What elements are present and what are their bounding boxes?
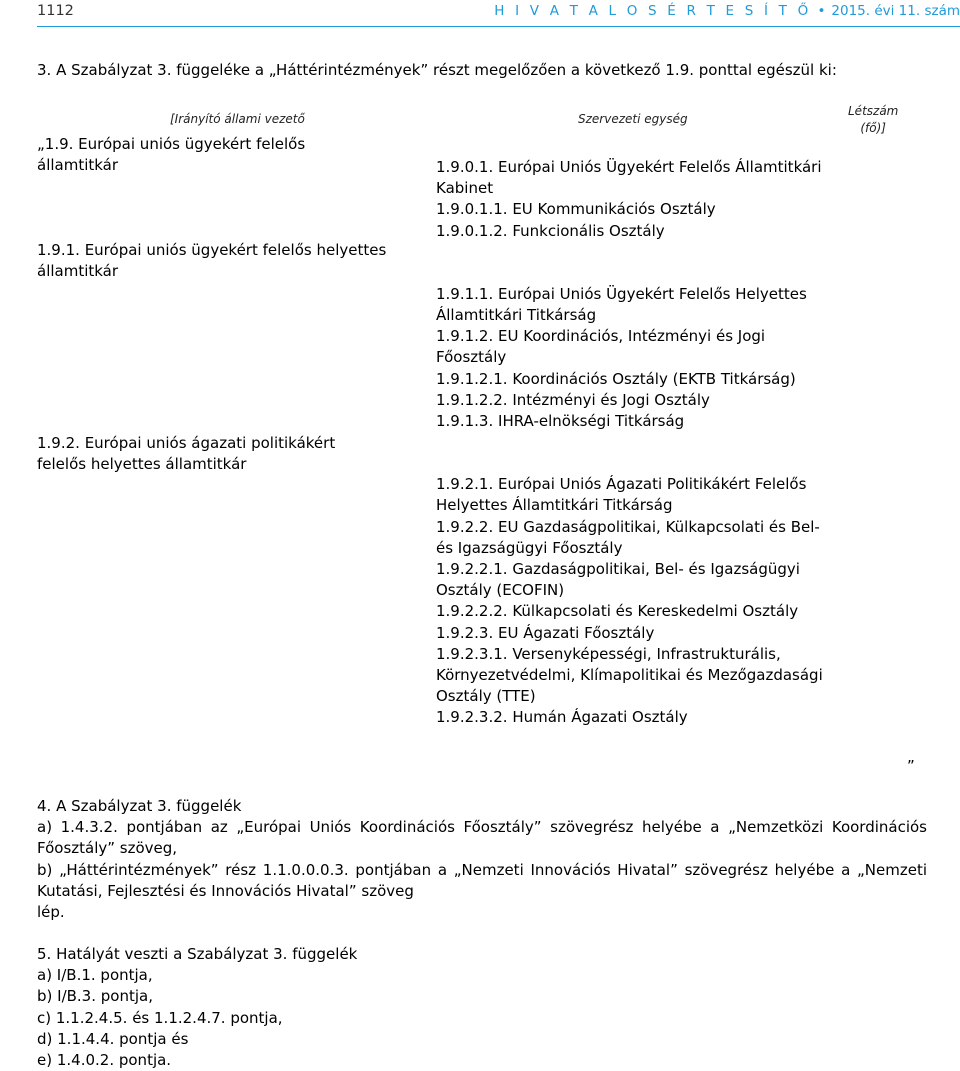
supervisor-entry: 1.9.2. Európai uniós ágazati politikákért felelős helyettes államtitkár — [37, 434, 336, 473]
unit-entry: 1.9.1.2.2. Intézményi és Jogi Osztály — [436, 390, 710, 409]
unit-entry: 1.9.0.1. Európai Uniós Ügyekért Felelős Államtitkári Kabinet — [436, 158, 822, 198]
section-4-heading: 4. A Szabályzat 3. függelék — [37, 797, 242, 815]
group-spacer — [436, 242, 836, 284]
running-header — [37, 0, 960, 27]
column-header-supervisor: [Irányító állami vezető — [170, 112, 305, 126]
group-spacer — [436, 432, 836, 474]
repeal-item: b) I/B.3. pontja, — [37, 987, 153, 1006]
unit-entry: 1.9.2.2.1. Gazdaságpolitikai, Bel- és Igazságügyi Osztály (ECOFIN) — [436, 560, 800, 600]
unit-group — [436, 157, 836, 242]
unit-entry: 1.9.0.1.2. Funkcionális Osztály — [436, 221, 665, 240]
headcount-unit: (fő)] — [860, 121, 886, 135]
column-header-unit: Szervezeti egység — [578, 112, 688, 126]
unit-entry: 1.9.2.3.2. Humán Ágazati Osztály — [436, 708, 688, 727]
issue-label: 2015. évi 11. szám — [831, 3, 960, 19]
unit-list — [436, 157, 836, 729]
unit-entry: 1.9.1.3. IHRA-elnökségi Titkárság — [436, 412, 685, 431]
column-header-headcount — [848, 103, 898, 137]
unit-entry: 1.9.0.1.1. EU Kommunikációs Osztály — [436, 200, 716, 219]
unit-group — [436, 474, 836, 728]
section-5-heading: 5. Hatályát veszti a Szabályzat 3. függelék — [37, 945, 358, 963]
page-number: 1112 — [37, 3, 74, 19]
header-separator: • — [817, 3, 826, 19]
supervisor-entry: 1.9.1. Európai uniós ügyekért felelős helyettes államtitkár — [37, 241, 387, 280]
publication-name: H I V A T A L O S É R T E S Í T Ő — [494, 3, 812, 19]
section-4 — [37, 796, 927, 923]
header-rule — [37, 26, 960, 27]
amendment-closing: lép. — [37, 903, 65, 922]
unit-entry: 1.9.2.3. EU Ágazati Főosztály — [436, 623, 655, 642]
unit-entry: 1.9.2.1. Európai Uniós Ágazati Politikákért Felelős Helyettes Államtitkári Titkárság — [436, 475, 807, 515]
unit-entry: 1.9.1.2.1. Koordinációs Osztály (EKTB Titkárság) — [436, 369, 796, 388]
amendment-item-b: b) „Háttérintézmények” rész 1.1.0.0.0.3. pontjában a „Nemzeti Innovációs Hivatal” szövegrész helyébe a „Nemzeti Kutatási, Fejlesztési és Innovációs Hivatal” szöveg — [37, 860, 927, 900]
intro-paragraph: 3. A Szabályzat 3. függeléke a „Háttérintézmények” részt megelőzően a következő 1.9. ponttal egészül ki: — [37, 61, 837, 79]
unit-entry: 1.9.2.3.1. Versenyképességi, Infrastrukturális, Környezetvédelmi, Klímapolitikai és Mezőgazdasági Osztály (TTE) — [436, 644, 823, 706]
unit-entry: 1.9.2.2.2. Külkapcsolati és Kereskedelmi Osztály — [436, 602, 799, 621]
section-5 — [37, 944, 927, 1071]
repeal-item: c) 1.1.2.4.5. és 1.1.2.4.7. pontja, — [37, 1008, 283, 1027]
unit-entry: 1.9.2.2. EU Gazdaságpolitikai, Külkapcsolati és Bel- és Igazságügyi Főosztály — [436, 517, 820, 557]
closing-quote: ” — [907, 757, 915, 775]
unit-entry: 1.9.1.2. EU Koordinációs, Intézményi és Jogi Főosztály — [436, 327, 766, 367]
repeal-item: d) 1.1.4.4. pontja és — [37, 1029, 189, 1048]
repeal-item: a) I/B.1. pontja, — [37, 966, 153, 985]
publication-title — [494, 3, 960, 19]
unit-entry: 1.9.1.1. Európai Uniós Ügyekért Felelős Helyettes Államtitkári Titkárság — [436, 284, 807, 325]
headcount-label: Létszám — [848, 104, 899, 118]
repeal-item: e) 1.4.0.2. pontja. — [37, 1051, 172, 1070]
supervisor-entry: „1.9. Európai uniós ügyekért felelős államtitkár — [37, 135, 306, 174]
amendment-item-a: a) 1.4.3.2. pontjában az „Európai Uniós Koordinációs Főosztály” szövegrész helyébe a „Nemzetközi Koordinációs Főosztály” szöveg, — [37, 818, 927, 858]
unit-group — [436, 284, 836, 432]
